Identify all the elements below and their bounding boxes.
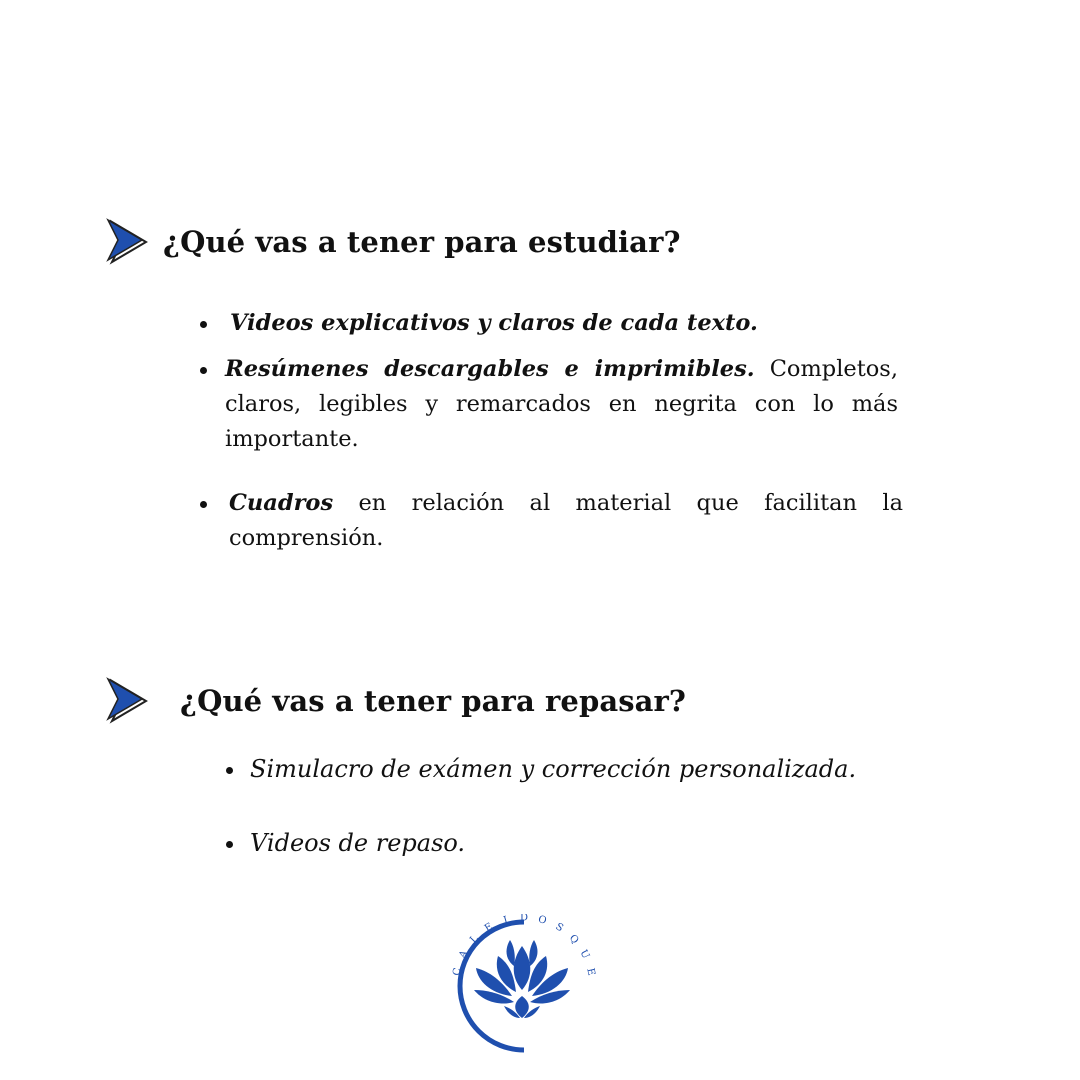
study-list: [200, 306, 903, 556]
item-text: Videos de repaso.: [250, 829, 466, 857]
bullet-icon: [226, 841, 233, 848]
section-study-heading: ¿Qué vas a tener para estudiar?: [163, 225, 681, 259]
logo: [452, 914, 602, 1060]
arrow-right-icon: [106, 218, 154, 266]
section-study-header: [106, 218, 681, 266]
list-item: [200, 486, 903, 556]
section-review-heading: ¿Qué vas a tener para repasar?: [180, 684, 687, 718]
list-item: [200, 352, 898, 457]
logo-letter: S: [553, 921, 565, 935]
logo-letter: Q: [566, 932, 581, 947]
item-lead: Cuadros: [229, 490, 334, 516]
bullet-icon: [200, 367, 207, 374]
review-list: [226, 752, 906, 861]
logo-letter: D: [519, 914, 529, 924]
arrow-right-icon: [106, 677, 154, 725]
logo-letter: C: [452, 967, 464, 977]
list-item: [226, 826, 906, 861]
item-text: Completos, claros, legibles y remarcados en negrita con lo más importante.: [225, 356, 898, 452]
logo-letter: I: [502, 914, 510, 927]
list-item: [226, 752, 906, 787]
bullet-icon: [226, 767, 233, 774]
logo-letter: O: [536, 914, 548, 927]
lotus-icon: [452, 914, 602, 1060]
list-item: [200, 306, 900, 341]
logo-letter: E: [482, 921, 495, 935]
section-review-header: [106, 677, 686, 725]
bullet-icon: [200, 321, 207, 328]
logo-letter: U: [577, 948, 592, 961]
item-text: Simulacro de exámen y corrección personalizada.: [250, 755, 857, 783]
bullet-icon: [200, 501, 207, 508]
logo-letter: E: [584, 967, 597, 977]
item-lead: Videos explicativos y claros de cada texto.: [230, 310, 758, 336]
logo-letter: A: [457, 948, 471, 961]
item-lead: Resúmenes descargables e imprimibles.: [225, 356, 755, 382]
item-text: en relación al material que facilitan la comprensión.: [229, 490, 903, 551]
logo-letter: L: [468, 933, 481, 946]
